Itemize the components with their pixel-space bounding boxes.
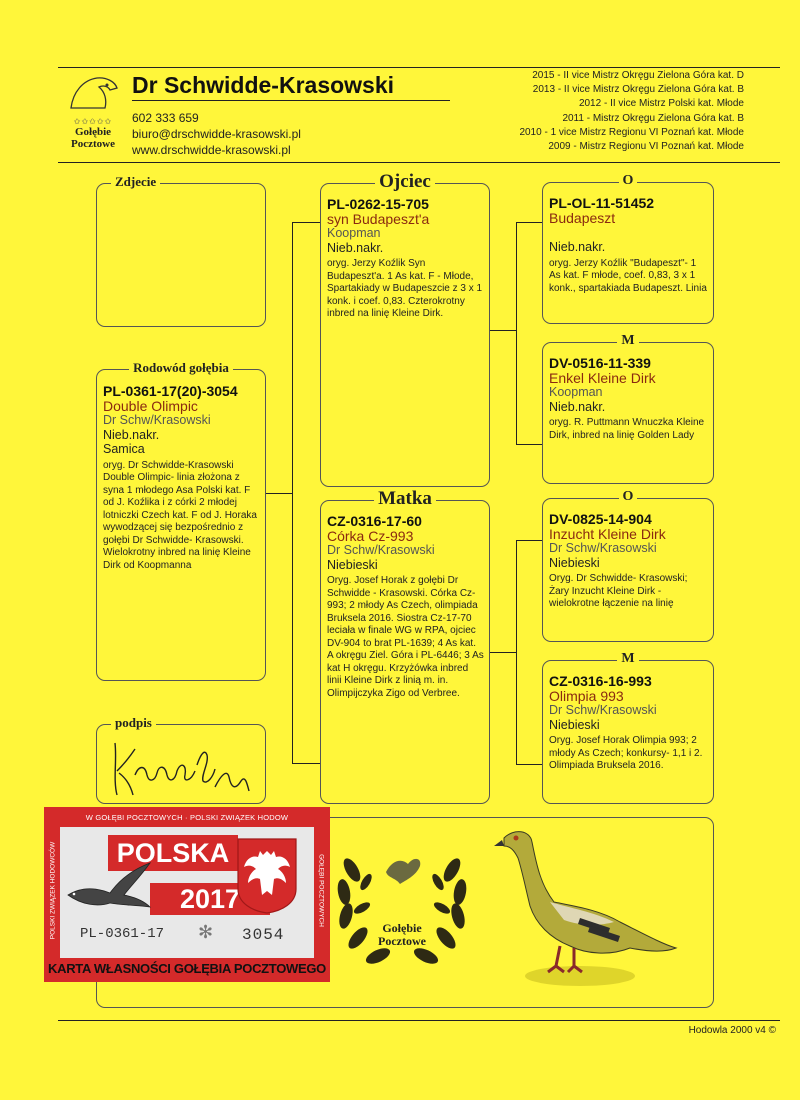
father-header (321, 171, 489, 193)
paternal-grandfather-box (542, 173, 714, 324)
subject-owner: Dr Schw/Krasowski (103, 413, 211, 427)
subject-label: Rodowód gołębia (129, 360, 233, 375)
subject-header (97, 360, 265, 376)
photo-box (96, 174, 266, 327)
breeder-logo (62, 72, 124, 162)
email[interactable]: biuro@drschwidde-krasowski.pl (132, 127, 301, 141)
mother-owner: Dr Schw/Krasowski (327, 543, 435, 557)
mother-name: Córka Cz-993 (327, 527, 414, 544)
pigeon-icon (490, 826, 690, 996)
ff-ring: PL-OL-11-51452 (549, 195, 655, 211)
connector (516, 764, 542, 765)
emblem-text-1: Gołębie (382, 921, 422, 935)
name-underline (132, 100, 450, 101)
connector (292, 222, 293, 763)
father-color: Nieb.nakr. (327, 240, 384, 255)
ff-owner (549, 225, 708, 240)
connector (516, 444, 542, 445)
fm-description: oryg. R. Puttmann Wnuczka Kleine Dirk, inbred na linię Golden Lady (549, 417, 705, 441)
mf-header (543, 489, 713, 505)
connector (292, 222, 320, 223)
achievement-line: 2011 - Mistrz Okręgu Zielona Góra kat. B (562, 112, 744, 124)
mm-ring: CZ-0316-16-993 (549, 673, 652, 689)
subject-description: oryg. Dr Schwidde-Krasowski Double Olimpic- linia złożona z syna 1 młodego Asa Polski kat. F od J. Koźlika i z córki 2 młodej lotniczki Czech kat. F od J. Horaka wywodzącej się bezpośrednio z gołębi Dr Schwidde- Krasowski. Wielokrotny inbred na linię Kleine Dirk od Koopmanna (103, 459, 257, 571)
mm-label: M (617, 651, 638, 666)
fm-header (543, 333, 713, 349)
mf-color: Niebieski (549, 555, 600, 570)
card-year: 2017 (150, 883, 270, 915)
eagle-crest-icon (236, 837, 298, 915)
father-owner: Koopman (327, 226, 381, 240)
maternal-grandmother-box (542, 651, 714, 804)
father-description: oryg. Jerzy Koźlik Syn Budapeszt'a. 1 As kat. F - Młode, Spartakiady w Budapeszcie z 3 x 1 konk. i coef. 0,83. Czterokrotny inbred na linię Kleine Dirk. (327, 258, 483, 319)
card-side-right-text: GOŁĘBI POCZTOWYCH (317, 854, 325, 927)
mm-owner: Dr Schw/Krasowski (549, 703, 657, 717)
logo-stars: ✩✩✩✩✩ (73, 117, 113, 126)
mm-header (543, 651, 713, 667)
card-bottom-band: KARTA WŁASNOŚCI GOŁĘBIA POCZTOWEGO (46, 958, 328, 980)
card-country: POLSKA (108, 835, 238, 871)
mother-header (321, 488, 489, 510)
subject-sex: Samica (103, 442, 145, 456)
achievement-line: 2012 - II vice Mistrz Polski kat. Młode (578, 98, 744, 110)
photo-box-header (97, 174, 265, 190)
mother-description: Oryg. Josef Horak z gołębi Dr Schwidde - Krasowski. Córka Cz-993; 2 młody As Czech, olimpiada Bruksela 2016. Siostra Cz-17-70 leciała w finale WG w RPA, ojciec DV-904 to brat PL-1639; 4 As kat. A okręgu Ziel. Góra i PL-6446; 3 As kat H okręgu. Krzyżówka inbred linii Kleine Dirk z linią m. in. Olimpijczyka Zigo od Verbree. (327, 575, 484, 699)
ownership-card (44, 807, 330, 982)
connector (490, 330, 516, 331)
mother-color: Niebieski (327, 557, 378, 572)
mm-color: Niebieski (549, 717, 600, 732)
mother-ring: CZ-0316-17-60 (327, 513, 422, 529)
father-name: syn Budapeszt'a (327, 210, 430, 227)
card-right-band (314, 827, 328, 958)
photo-box-label: Zdjecie (111, 174, 160, 189)
breeder-name: Dr Schwidde-Krasowski (132, 72, 395, 98)
connector (266, 493, 292, 494)
achievement-line: 2013 - II vice Mistrz Okręgu Zielona Góra kat. B (532, 84, 744, 96)
handwritten-signature (105, 735, 255, 806)
card-side-left-text: POLSKI ZWIĄZEK HODOWCÓW (49, 841, 57, 940)
connector (516, 540, 542, 541)
mother-label: Matka (374, 488, 436, 509)
mm-description: Oryg. Josef Horak Olimpia 993; 2 młody As Czech; konkursy- 1,1 i 2. Olimpiada Bruksela 2016. (549, 735, 703, 771)
card-top-band: W GOŁĘBI POCZTOWYCH · POLSKI ZWIĄZEK HODOW (46, 809, 328, 827)
polish-eagle-shield (236, 837, 298, 915)
fm-ring: DV-0516-11-339 (549, 355, 651, 371)
fm-name: Enkel Kleine Dirk (549, 369, 656, 386)
mf-owner: Dr Schw/Krasowski (549, 541, 657, 555)
connector (292, 763, 320, 764)
connector (516, 222, 517, 444)
fm-label: M (617, 333, 638, 348)
connector (516, 540, 517, 764)
achievement-line: 2010 - 1 vice Mistrz Regionu VI Poznań kat. Młode (519, 126, 744, 138)
fm-color: Nieb.nakr. (549, 399, 606, 414)
subject-name: Double Olimpic (103, 397, 198, 414)
mm-name: Olimpia 993 (549, 687, 624, 704)
logo-text-2: Pocztowe (71, 138, 115, 150)
pigeon-illustration (490, 826, 690, 996)
logo-text-1: Gołębie (74, 126, 112, 138)
subject-color: Nieb.nakr. (103, 427, 160, 442)
paternal-grandmother-box (542, 333, 714, 484)
card-ring-number: PL-0361-17 (80, 926, 165, 942)
fm-owner: Koopman (549, 385, 603, 399)
connector (490, 652, 516, 653)
subject-box (96, 360, 266, 681)
laurel-wreath-icon (322, 830, 482, 980)
phone: 602 333 659 (132, 111, 199, 125)
eagle-head-icon (63, 72, 123, 112)
achievement-line: 2009 - Mistrz Regionu VI Poznań kat. Młode (548, 141, 744, 153)
header-bottom-rule (58, 162, 780, 163)
signature-label: podpis (111, 715, 156, 730)
card-left-band (46, 827, 60, 958)
connector (516, 222, 542, 223)
footer-text: Hodowla 2000 v4 © (688, 1025, 776, 1036)
mf-name: Inzucht Kleine Dirk (549, 525, 666, 542)
ff-name: Budapeszt (549, 209, 616, 226)
father-label: Ojciec (375, 171, 435, 192)
ff-color: Nieb.nakr. (549, 240, 606, 254)
signature-box (96, 715, 266, 804)
flying-pigeon-icon (64, 859, 154, 917)
mf-ring: DV-0825-14-904 (549, 511, 652, 527)
snowflake-icon: ✻ (198, 922, 214, 942)
subject-ring: PL-0361-17(20)-3054 (103, 383, 238, 399)
achievement-line: 2015 - II vice Mistrz Okręgu Zielona Góra kat. D (532, 70, 744, 81)
header-top-rule (58, 67, 780, 68)
emblem-text-2: Pocztowe (378, 934, 426, 948)
ff-description: oryg. Jerzy Koźlik "Budapeszt"- 1 As kat. F młode, coef. 0,83, 3 x 1 konk., spartakiada Budapeszt. Linia (549, 257, 707, 294)
father-ring: PL-0262-15-705 (327, 196, 429, 212)
footer-rule (58, 1020, 780, 1021)
father-box (320, 171, 490, 487)
signature-header (97, 715, 265, 731)
mother-box (320, 488, 490, 804)
website[interactable]: www.drschwidde-krasowski.pl (132, 143, 291, 157)
card-serial-number: 3054 (242, 926, 285, 944)
achievements-list (519, 69, 744, 154)
ff-header (543, 173, 713, 189)
ff-label: O (619, 173, 638, 188)
mf-label: O (619, 489, 638, 504)
laurel-emblem (322, 830, 482, 980)
mf-description: Oryg. Dr Schwidde- Krasowski; Żary Inzucht Kleine Dirk - wielokrotne łączenie na linię (549, 573, 688, 609)
maternal-grandfather-box (542, 489, 714, 642)
